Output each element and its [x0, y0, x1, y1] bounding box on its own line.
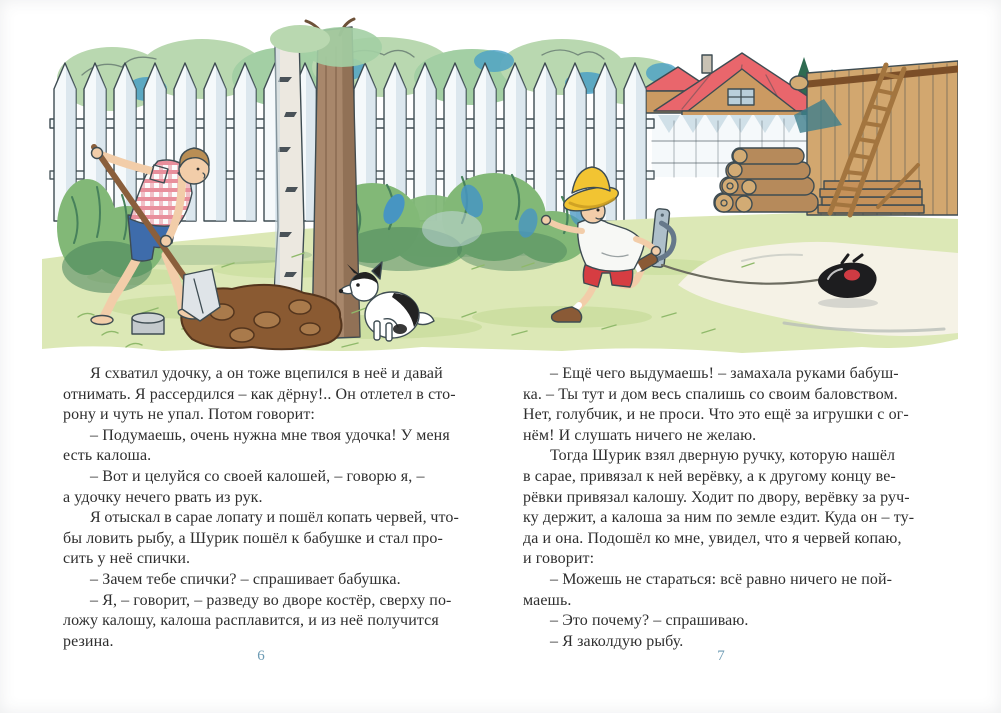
page-left-text — [63, 364, 459, 652]
text-line: – Это почему? – спрашиваю. — [550, 612, 749, 630]
text-line: и говорит: — [523, 550, 595, 568]
page-right-text — [523, 364, 919, 652]
text-line: сить у неё спички. — [63, 550, 191, 568]
text-line: ложу калошу, калоша расплавится, и из неё получится — [63, 612, 439, 630]
text-line: – Подумаешь, очень нужна мне твоя удочка! У меня — [90, 426, 450, 444]
text-line: – Я, – говорит, – разведу во дворе костёр, сверху по- — [90, 591, 452, 609]
text-line: Нет, голубчик, и не проси. Что это ещё за игрушки с ог- — [523, 406, 909, 424]
text-line: ка. – Ты тут и дом весь спалишь со своим баловством. — [523, 385, 898, 403]
text-line: рону и чуть не упал. Потом говорит: — [63, 406, 315, 424]
text-line: нём! И слушать ничего не желаю. — [523, 426, 757, 444]
text-line: – Можешь не стараться: всё равно ничего не пой- — [550, 570, 893, 588]
illustration — [42, 16, 958, 358]
text-line: Я отыскал в сарае лопату и пошёл копать червей, что- — [90, 509, 459, 527]
text-line: маешь. — [523, 591, 572, 609]
text-line: отнимать. Я рассердился – как дёрну!.. Он отлетел в сто- — [63, 385, 456, 403]
text-line: да и она. Подошёл ко мне, увидел, что я червей копаю, — [523, 529, 902, 547]
text-line: Тогда Шурик взял дверную ручку, которую нашёл — [550, 447, 896, 465]
illustration-canvas — [42, 16, 958, 358]
text-line: Я схватил удочку, а он тоже вцепился в неё и давай — [90, 365, 443, 382]
text-line: ку держит, а калоша за ним по земле ездит. Куда он – ту- — [523, 509, 915, 527]
text-line: – Я заколдую рыбу. — [550, 632, 684, 650]
text-line: – Ещё чего выдумаешь! – замахала руками бабуш- — [550, 365, 899, 382]
page-number-right: 7 — [717, 648, 725, 664]
tin-can — [132, 313, 164, 334]
text-line: резина. — [63, 632, 114, 650]
text-line: есть калоша. — [63, 447, 152, 465]
text-line: – Зачем тебе спички? – спрашивает бабушка. — [90, 570, 401, 588]
text-line: – Вот и целуйся со своей калошей, – говорю я, – — [90, 467, 425, 485]
page-number-left: 6 — [257, 648, 265, 664]
text-line: в сарае, привязал к ней верёвку, а к другому концу ве- — [523, 467, 896, 485]
text-line: а удочку нечего рвать из рук. — [63, 488, 263, 506]
text-line: рёвки привязал калошу. Ходит по двору, верёвку за руч- — [523, 488, 910, 506]
text-line: бы ловить рыбу, а Шурик пошёл к бабушке и стал про- — [63, 529, 443, 547]
bare-foot — [91, 316, 113, 325]
